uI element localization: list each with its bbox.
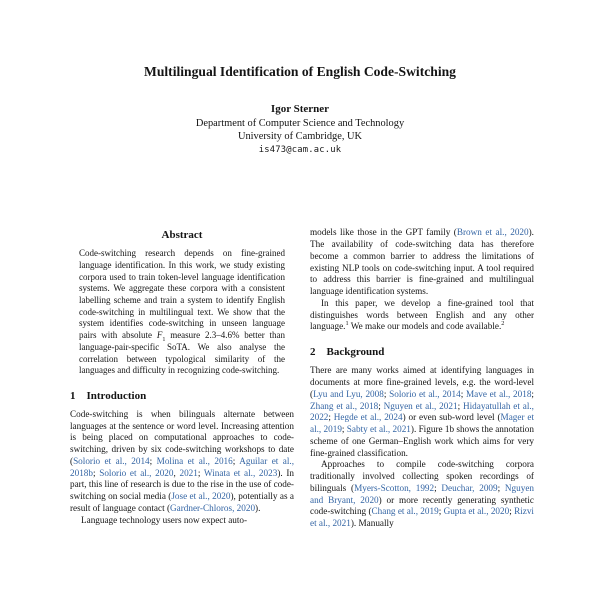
citation-link[interactable]: Solorio et al., 2020: [99, 467, 174, 478]
text-segment: ;: [328, 412, 334, 423]
text-segment: ;: [438, 506, 444, 517]
paper-title: Multilingual Identification of English Code-Switching: [144, 64, 456, 79]
text-segment: ;: [341, 424, 347, 435]
text-segment: ;: [232, 455, 240, 466]
text-segment: ;: [460, 388, 467, 399]
citation-link[interactable]: Aguilar et al., 2018b: [70, 455, 295, 478]
citation-link[interactable]: Hegde et al., 2024: [333, 412, 403, 423]
text-segment: ) or more recently generating synthetic code-switching (: [310, 494, 534, 517]
citation-link[interactable]: Jose et al., 2020: [171, 491, 231, 502]
text-segment: measure 2.3–4.6% better than language-pair-specific SoTA. We also analyse the correlation between typological similarity of the languages and difficulty in recognizing code-switching.: [79, 330, 285, 376]
paragraph: [70, 515, 294, 527]
citation-link[interactable]: Rizvi et al., 2021: [310, 506, 534, 529]
citation-link[interactable]: Chang et al., 2019: [371, 506, 439, 517]
citation-link[interactable]: Gardner-Chloros, 2020: [170, 503, 256, 513]
text-segment: ;: [497, 482, 505, 493]
author-name: Igor Sterner: [270, 103, 330, 116]
footnote-marker: 1: [345, 320, 349, 328]
affiliation-university: University of Cambridge, UK: [237, 131, 363, 143]
text-segment: 1: [162, 336, 166, 343]
text-segment: ) or even sub-word level (: [402, 412, 501, 423]
text-segment: ;: [378, 400, 384, 411]
section-title: Background: [326, 346, 385, 359]
citation-link[interactable]: Deuchar, 2009: [441, 482, 498, 493]
text-segment: ). Manually: [350, 518, 394, 529]
citation-link[interactable]: Gupta et al., 2020: [443, 506, 510, 517]
text-segment: models like those in the GPT family (: [310, 227, 457, 238]
text-segment: ;: [149, 455, 157, 466]
paragraph: [310, 459, 534, 530]
section-heading-background: [310, 346, 534, 358]
citation-link[interactable]: Winata et al., 2023: [203, 467, 278, 478]
text-segment: We make our models and code available.: [348, 321, 502, 332]
text-segment: ,: [173, 467, 180, 478]
citation-link[interactable]: Sabty et al., 2021: [346, 424, 411, 435]
citation-link[interactable]: Mager et al., 2019: [310, 412, 534, 435]
section-number: 2: [310, 346, 316, 359]
citation-link[interactable]: Solorio et al., 2014: [389, 388, 461, 399]
abstract-heading: Abstract: [161, 229, 203, 242]
text-segment: There are many works aimed at identifying languages in documents at more fine-grained levels, e.g. the word-level (: [310, 365, 534, 399]
section-heading-introduction: [70, 390, 294, 402]
text-segment: F: [156, 330, 163, 341]
text-segment: ).: [255, 503, 261, 513]
section-title: Introduction: [86, 389, 147, 402]
text-segment: ). The availability of code-switching data has therefore become a common barrier to address the limitations of existing NLP tools on code-switching input. A tool required to address this barrier is fine-grained and multilingual language identification systems.: [310, 227, 534, 297]
citation-link[interactable]: Hidayatullah et al., 2022: [310, 400, 534, 423]
citation-link[interactable]: Nguyen and Bryant, 2020: [310, 482, 535, 505]
paragraph: [310, 227, 534, 298]
text-segment: ). Figure 1b shows the annotation scheme of one German–English work which aims for very fine-grained classification.: [310, 424, 534, 458]
citation-link[interactable]: Mave et al., 2018: [466, 388, 532, 399]
text-segment: Code-switching research depends on fine-grained language identification. In this work, we study existing corpora used to train token-level language identification systems. We aggregate these corpora with a consistent labelling scheme and train a system to identify English code-switching in multilingual text. We show that the system identifies code-switching in unseen language pairs with absolute: [79, 248, 285, 341]
left-column: [70, 227, 294, 530]
text-segment: Approaches to compile code-switching corpora traditionally involved collecting spoken recordings of bilinguals (: [310, 459, 534, 493]
author-email[interactable]: is473@cam.ac.uk: [258, 145, 342, 156]
text-segment: ), potentially as a result of language contact (: [70, 491, 294, 513]
paragraph: [310, 298, 534, 333]
text-segment: ). In part, this line of research is due to the rise in the use of code-switching on social media (: [70, 467, 294, 502]
citation-link[interactable]: Nguyen et al., 2021: [383, 400, 458, 411]
text-segment: ;: [197, 467, 204, 478]
citation-link[interactable]: Myers-Scotton, 1992: [354, 482, 435, 493]
text-segment: Language technology users now expect auto-: [81, 514, 248, 525]
text-segment: ;: [531, 388, 534, 399]
text-segment: Code-switching is when bilinguals alternate between languages at the sentence or word level. Increasing attention is being placed on computational approaches to code-switching, driven by six code-switching workshops to date (: [70, 408, 294, 466]
text-segment: ;: [434, 482, 442, 493]
abstract-body: [70, 248, 294, 377]
two-column-body: [0, 227, 600, 530]
footnote-marker: 2: [501, 320, 505, 328]
citation-link[interactable]: Molina et al., 2016: [156, 455, 233, 466]
text-segment: ;: [457, 400, 463, 411]
text-segment: ;: [509, 506, 515, 517]
citation-link[interactable]: Solorio et al., 2014: [73, 455, 150, 466]
text-segment: ;: [92, 467, 100, 478]
citation-link[interactable]: Zhang et al., 2018: [310, 400, 379, 411]
citation-link[interactable]: 2021: [179, 467, 198, 478]
paper-header: [0, 0, 600, 155]
section-number: 1: [70, 389, 76, 402]
citation-link[interactable]: Brown et al., 2020: [456, 227, 529, 238]
paragraph: [310, 365, 534, 459]
paragraph: [70, 409, 294, 515]
text-segment: In this paper, we develop a fine-grained tool that distinguishes words between English and any other language.: [310, 297, 534, 332]
right-column: [310, 227, 534, 530]
citation-link[interactable]: Lyu and Lyu, 2008: [313, 388, 384, 399]
affiliation-department: Department of Computer Science and Technology: [195, 117, 405, 129]
text-segment: ;: [383, 388, 390, 399]
